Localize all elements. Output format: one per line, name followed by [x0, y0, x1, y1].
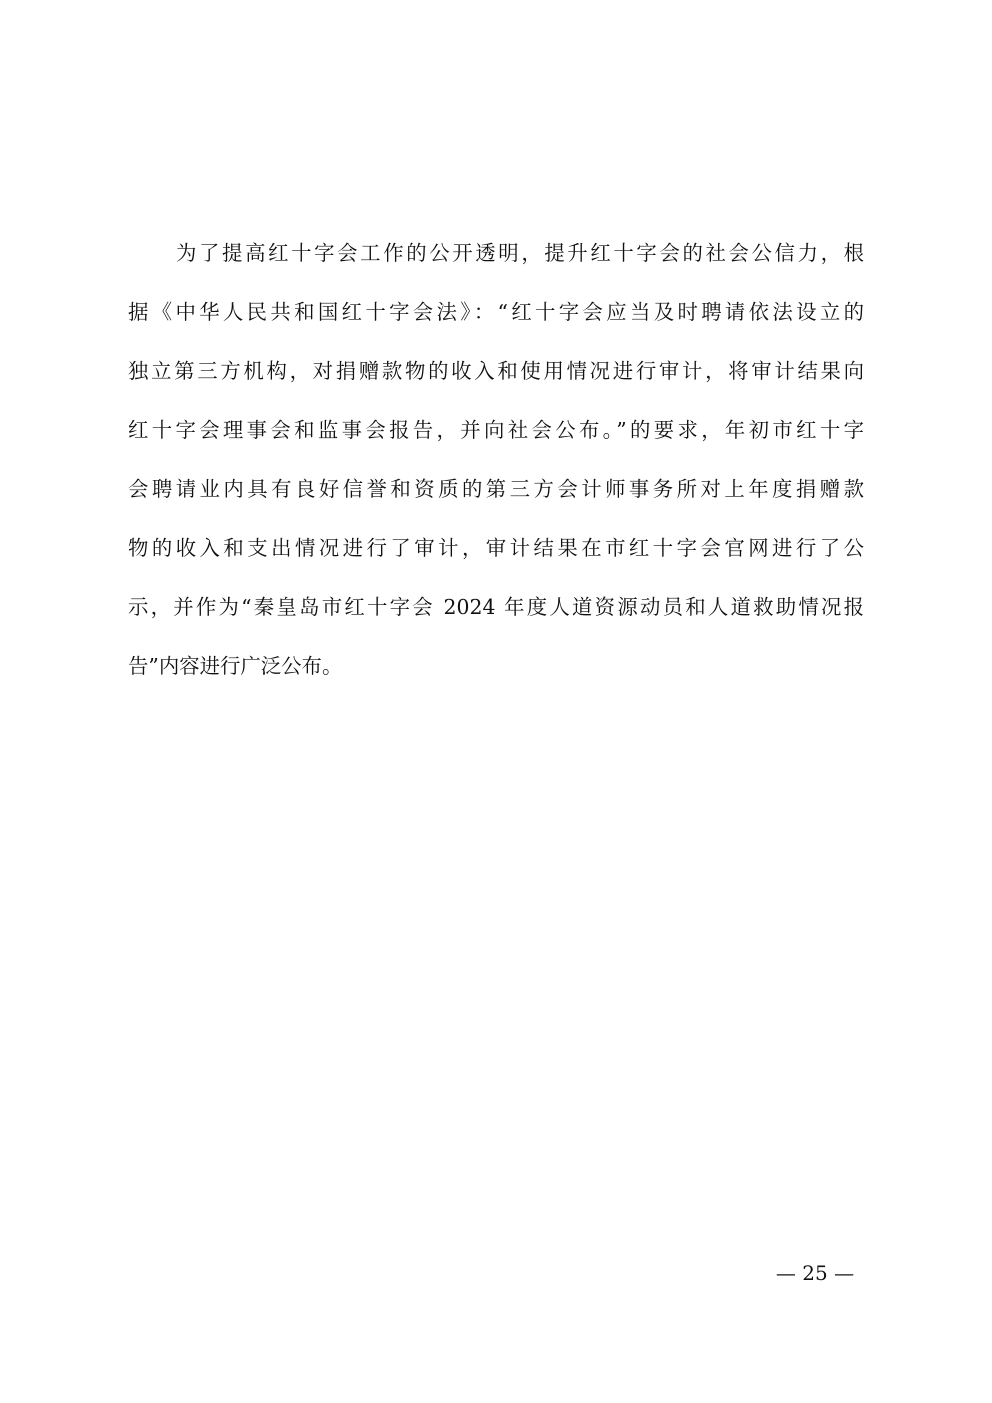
- paragraph-line: 物的收入和支出情况进行了审计，审计结果在市红十字会官网进行了公: [128, 536, 864, 560]
- body-paragraph: [128, 232, 864, 704]
- paragraph-line: 告”内容进行广泛公布。: [128, 654, 343, 678]
- page-number: — 25 —: [775, 1261, 855, 1285]
- paragraph-line: 示，并作为“秦皇岛市红十字会 2024 年度人道资源动员和人道救助情况报: [128, 595, 864, 619]
- paragraph-line: 会聘请业内具有良好信誉和资质的第三方会计师事务所对上年度捐赠款: [128, 477, 864, 501]
- paragraph-line: 据《中华人民共和国红十字会法》：“红十字会应当及时聘请依法设立的: [128, 300, 864, 324]
- paragraph-line: 为了提高红十字会工作的公开透明，提升红十字会的社会公信力，根: [176, 241, 864, 265]
- paragraph-line: 独立第三方机构，对捐赠款物的收入和使用情况进行审计，将审计结果向: [128, 359, 864, 383]
- paragraph-line: 红十字会理事会和监事会报告，并向社会公布。”的要求，年初市红十字: [128, 418, 864, 442]
